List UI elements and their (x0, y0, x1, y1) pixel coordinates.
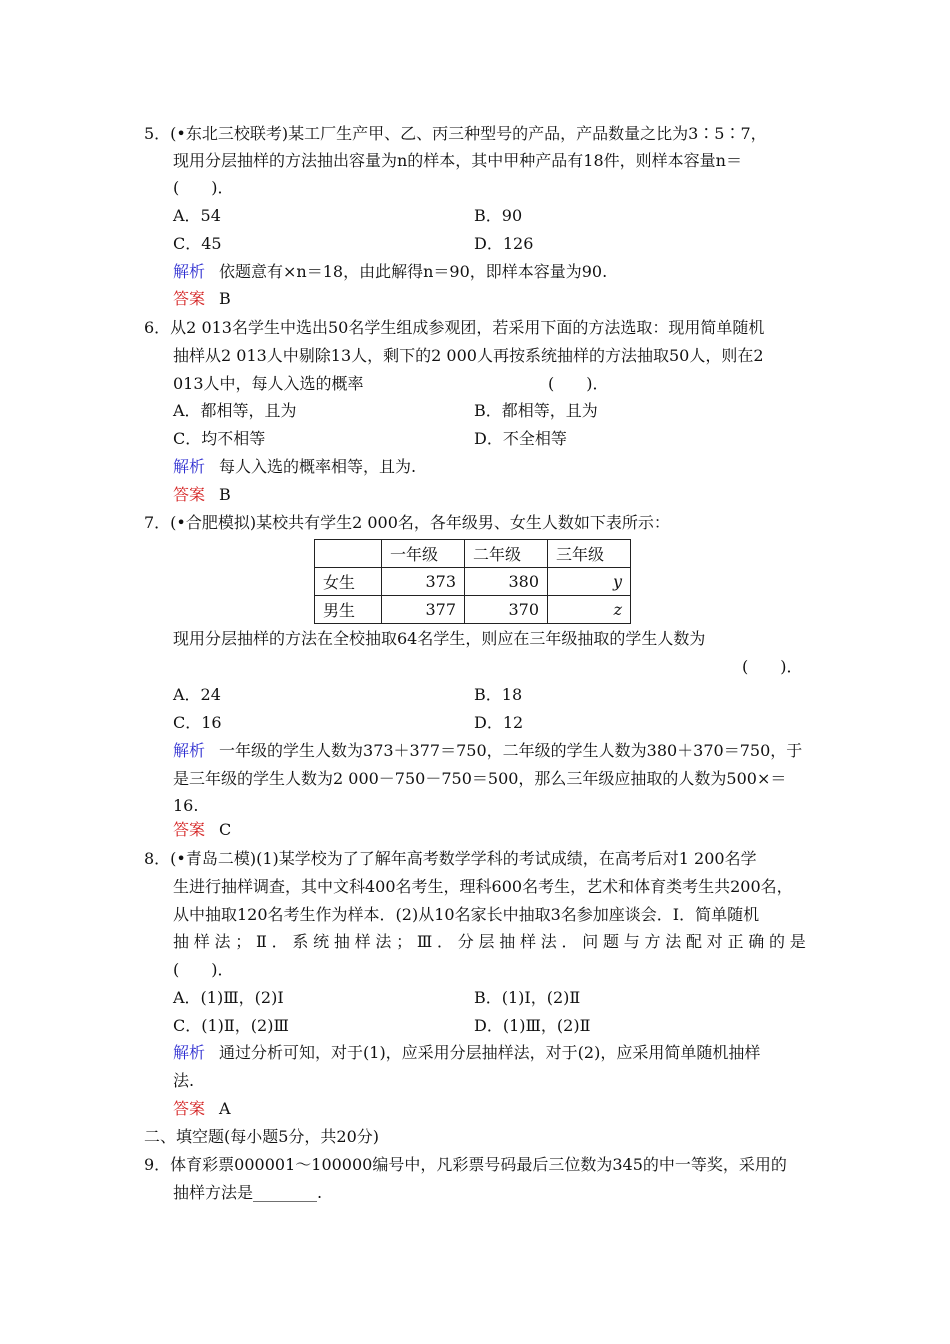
justified-char: 方 (644, 932, 661, 951)
q6-line2: 抽样从2 013人中剔除13人，剩下的2 000人再按系统抽样的方法抽取50人，则在2 (173, 346, 764, 365)
justified-char: 样 (354, 932, 371, 951)
justified-char: ． (271, 932, 288, 951)
q7-option-b: B．18 (474, 685, 523, 704)
q5-option-a: A．54 (173, 206, 221, 225)
justified-char: 分 (457, 932, 474, 951)
table-header: 二年级 (465, 540, 548, 568)
answer-text: B (219, 485, 231, 504)
q5-option-c: C．45 (173, 234, 222, 253)
q6-answer (173, 485, 231, 505)
q9-line2: 抽样方法是________. (173, 1183, 323, 1202)
q8-option-a: A．(1)Ⅲ，(2)Ⅰ (173, 988, 284, 1007)
justified-char: 抽 (173, 932, 190, 951)
justified-char: 抽 (499, 932, 516, 951)
q8-option-c: C．(1)Ⅱ，(2)Ⅲ (173, 1016, 289, 1035)
justified-char: Ⅱ (256, 932, 267, 951)
analysis-text: 依题意有×n＝18，由此解得n＝90，即样本容量为90. (219, 262, 608, 281)
q7-option-c: C．16 (173, 713, 222, 732)
q5-answer (173, 289, 231, 309)
table-row (315, 596, 631, 624)
justified-char: 统 (313, 932, 330, 951)
justified-char: 法 (375, 932, 392, 951)
q6-line3: 013人中，每人入选的概率 (173, 374, 364, 393)
justified-char: 与 (623, 932, 640, 951)
table-cell: 370 (465, 596, 548, 624)
table-cell (315, 540, 382, 568)
q6-option-b: B．都相等，且为 (474, 401, 598, 420)
analysis-text: 一年级的学生人数为373＋377＝750，二年级的学生人数为380＋370＝750，于 (219, 741, 803, 760)
table-cell: z (548, 596, 631, 624)
justified-char: 法 (540, 932, 557, 951)
justified-char: 抽 (333, 932, 350, 951)
answer-label: 答案 (173, 485, 206, 504)
answer-text: A (219, 1099, 231, 1118)
justified-char: 法 (214, 932, 231, 951)
q8-line4 (173, 932, 806, 952)
q6-option-c: C．均不相等 (173, 429, 266, 448)
q9-line1: 9．体育彩票000001～100000编号中，凡彩票号码最后三位数为345的中一等奖，采用的 (144, 1155, 787, 1174)
grade-table (314, 539, 631, 624)
table-header-row (315, 540, 631, 568)
justified-char: 配 (686, 932, 703, 951)
analysis-label: 解析 (173, 457, 206, 476)
justified-char: 样 (193, 932, 210, 951)
q8-line1: 8．(•青岛二模)(1)某学校为了了解年高考数学学科的考试成绩，在高考后对1 200名学 (144, 849, 757, 868)
q8-analysis-line2: 法. (173, 1071, 195, 1090)
q6-option-d: D．不全相等 (474, 429, 567, 448)
justified-char: 法 (665, 932, 682, 951)
q6-option-a: A．都相等，且为 (173, 401, 297, 420)
justified-char: 层 (478, 932, 495, 951)
q5-line3: ( )． (173, 178, 234, 197)
analysis-text: 通过分析可知，对于(1)，应采用分层抽样法，对于(2)，应采用简单随机抽样 (219, 1043, 761, 1062)
q7-line1: 7．(•合肥模拟)某校共有学生2 000名，各年级男、女生人数如下表所示： (144, 513, 670, 532)
justified-char: 正 (727, 932, 744, 951)
table-cell: 男生 (315, 596, 382, 624)
justified-char: ； (396, 932, 413, 951)
table-cell: 373 (382, 568, 465, 596)
table-header: 三年级 (548, 540, 631, 568)
justified-char: Ⅲ (416, 932, 433, 951)
q7-analysis-line2: 是三年级的学生人数为2 000－750－750＝500，那么三年级应抽取的人数为500×＝ (173, 769, 787, 788)
q5-option-b: B．90 (474, 206, 523, 225)
answer-text: B (219, 289, 231, 308)
q7-option-a: A．24 (173, 685, 221, 704)
q5-line2: 现用分层抽样的方法抽出容量为n的样本，其中甲种产品有18件，则样本容量n＝ (173, 151, 742, 170)
q8-line2: 生进行抽样调查，其中文科400名考生，理科600名考生，艺术和体育类考生共200名， (173, 877, 793, 896)
table-cell: y (548, 568, 631, 596)
q8-option-b: B．(1)Ⅰ，(2)Ⅱ (474, 988, 581, 1007)
justified-char: 系 (292, 932, 309, 951)
q6-paren: ( )． (548, 374, 609, 393)
table-row (315, 568, 631, 596)
analysis-text: 每人入选的概率相等，且为. (219, 457, 417, 476)
q7-line2: 现用分层抽样的方法在全校抽取64名学生，则应在三年级抽取的学生人数为 (173, 629, 706, 648)
justified-char: 对 (706, 932, 723, 951)
justified-char: 确 (748, 932, 765, 951)
justified-char: ． (561, 932, 578, 951)
table-cell: 女生 (315, 568, 382, 596)
analysis-label: 解析 (173, 741, 206, 760)
q6-line1: 6．从2 013名学生中选出50名学生组成参观团，若采用下面的方法选取：现用简单随机 (144, 318, 765, 337)
analysis-label: 解析 (173, 262, 206, 281)
justified-char: 是 (789, 932, 806, 951)
q8-analysis (173, 1043, 760, 1063)
answer-label: 答案 (173, 289, 206, 308)
q6-analysis (173, 457, 416, 477)
justified-char: ． (437, 932, 454, 951)
justified-char: 的 (769, 932, 786, 951)
justified-char: 问 (582, 932, 599, 951)
q8-line5: ( )． (173, 960, 234, 979)
q7-answer (173, 820, 231, 840)
q7-analysis-line3: 16. (173, 796, 199, 815)
answer-text: C (219, 820, 232, 839)
q5-option-d: D．126 (474, 234, 534, 253)
q8-option-d: D．(1)Ⅲ，(2)Ⅱ (474, 1016, 591, 1035)
q8-line3: 从中抽取120名考生作为样本．(2)从10名家长中抽取3名参加座谈会．Ⅰ．简单随机 (173, 905, 760, 924)
answer-label: 答案 (173, 1099, 206, 1118)
table-header: 一年级 (382, 540, 465, 568)
justified-char: ； (235, 932, 252, 951)
q7-option-d: D．12 (474, 713, 524, 732)
analysis-label: 解析 (173, 1043, 206, 1062)
q7-paren: ( )． (742, 657, 803, 676)
section-heading: 二、填空题(每小题5分，共20分) (144, 1127, 380, 1146)
q7-analysis (173, 741, 802, 761)
q5-analysis (173, 262, 607, 282)
q8-answer (173, 1099, 231, 1119)
q5-line1: 5．(•东北三校联考)某工厂生产甲、乙、丙三种型号的产品，产品数量之比为3∶5∶7， (144, 124, 767, 143)
answer-label: 答案 (173, 820, 206, 839)
table-cell: 380 (465, 568, 548, 596)
justified-char: 题 (603, 932, 620, 951)
justified-char: 样 (520, 932, 537, 951)
table-cell: 377 (382, 596, 465, 624)
